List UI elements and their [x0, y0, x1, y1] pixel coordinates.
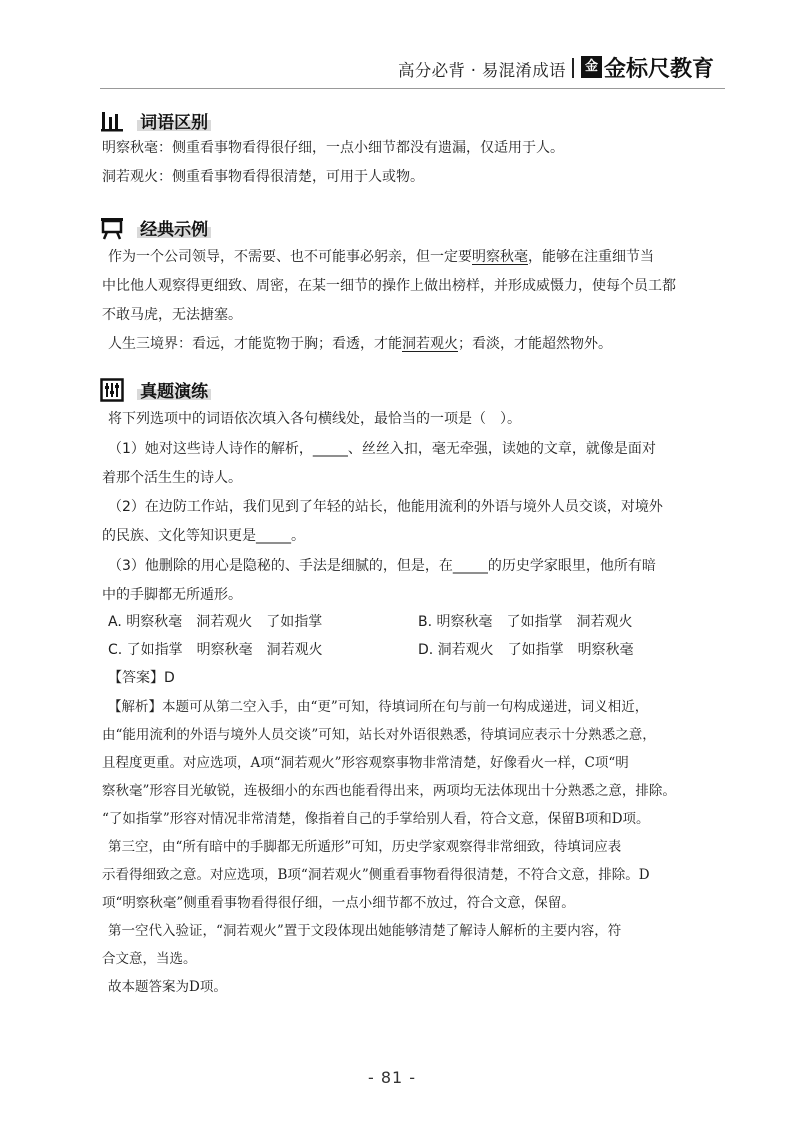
analysis-line-9: 第一空代入验证，“洞若观火”置于文段体现出她能够清楚了解诗人解析的主要内容，符 — [108, 923, 622, 939]
page-number: - 81 - — [368, 1068, 417, 1087]
analysis-line-1: 【解析】本题可从第二空入手，由“更”可知，待填词所在句与前一句构成递进，词义相近， — [108, 699, 649, 715]
example-2-pre: 人生三境界：看远，才能览物于胸；看透，才能 — [108, 336, 402, 352]
option-d: D. 洞若观火 了如指掌 明察秋毫 — [418, 642, 634, 658]
section-header-practice — [100, 377, 211, 402]
example-1-line-3: 不敢马虎，无法搪塞。 — [102, 307, 242, 323]
q2-line-1: （2）在边防工作站，我们见到了年轻的站长，他能用流利的外语与境外人员交谈，对境外 — [108, 499, 663, 515]
section-title-distinction: 词语区别 — [137, 113, 211, 133]
sliders-icon — [100, 378, 126, 402]
analysis-line-4: 察秋毫”形容目光敏锐，连极细小的东西也能看得出来，两项均无法体现出十分熟悉之意，排除。 — [102, 783, 676, 799]
section-title-examples: 经典示例 — [137, 220, 211, 240]
example-1-line-1 — [108, 247, 654, 267]
logo-text: 金标尺教育 — [604, 57, 715, 82]
analysis-line-6: 第三空，由“所有暗中的手脚都无所遁形”可知，历史学家观察得非常细致，待填词应表 — [108, 839, 622, 855]
analysis-line-11: 故本题答案为D项。 — [108, 979, 227, 995]
option-a: A. 明察秋毫 洞若观火 了如指掌 — [108, 614, 323, 630]
bar-chart-icon — [100, 109, 126, 133]
example-1-term: 明察秋毫 — [472, 249, 528, 265]
analysis-line-8: 项“明察秋毫”侧重看事物看得很仔细，一点小细节都不放过，符合文意，保留。 — [102, 895, 575, 911]
section-header-distinction — [100, 108, 211, 133]
analysis-line-5: “了如指掌”形容对情况非常清楚，像指着自己的手掌给别人看，符合文意，保留B项和D项。 — [102, 811, 650, 827]
q3-line-1: （3）他删除的用心是隐秘的、手法是细腻的，但是，在_____的历史学家眼里，他所有暗 — [108, 558, 656, 574]
q3-line-2: 中的手脚都无所遁形。 — [102, 587, 242, 603]
section-header-examples — [100, 215, 211, 240]
question-stem: 将下列选项中的词语依次填入各句横线处，最恰当的一项是（ ）。 — [108, 411, 521, 427]
distinction-line-1: 明察秋毫：侧重看事物看得很仔细，一点小细节都没有遗漏，仅适用于人。 — [102, 140, 564, 156]
answer: 【答案】D — [108, 670, 175, 686]
example-2-term: 洞若观火 — [402, 336, 458, 352]
q2-line-2: 的民族、文化等知识更是_____。 — [102, 528, 305, 544]
header-title: 高分必背 · 易混淆成语 — [398, 61, 566, 80]
example-1-pre: 作为一个公司领导，不需要、也不可能事必躬亲，但一定要 — [108, 249, 472, 265]
easel-icon — [100, 216, 126, 240]
example-1-line-2: 中比他人观察得更细致、周密，在某一细节的操作上做出榜样，并形成威慑力，使每个员工都 — [102, 278, 676, 294]
option-b: B. 明察秋毫 了如指掌 洞若观火 — [418, 614, 633, 630]
q1-line-1: （1）她对这些诗人诗作的解析，_____、丝丝入扣，毫无牵强，读她的文章，就像是面对 — [108, 441, 656, 457]
header-rule — [100, 88, 725, 89]
example-1-post: ，能够在注重细节当 — [528, 249, 654, 265]
analysis-line-2: 由“能用流利的外语与境外人员交谈”可知，站长对外语很熟悉，待填词应表示十分熟悉之意， — [102, 727, 656, 743]
option-c: C. 了如指掌 明察秋毫 洞若观火 — [108, 642, 323, 658]
analysis-line-10: 合文意，当选。 — [102, 951, 197, 967]
analysis-line-3: 且程度更重。对应选项，A项“洞若观火”形容观察事物非常清楚，好像看火一样，C项“明 — [102, 755, 629, 771]
header-divider — [572, 58, 574, 78]
example-2-line — [108, 334, 612, 354]
section-title-practice: 真题演练 — [137, 382, 211, 402]
example-2-post: ；看淡，才能超然物外。 — [458, 336, 612, 352]
distinction-line-2: 洞若观火：侧重看事物看得很清楚，可用于人或物。 — [102, 169, 424, 185]
analysis-line-7: 示看得细致之意。对应选项，B项“洞若观火”侧重看事物看得很清楚，不符合文意，排除。D — [102, 867, 650, 883]
logo-mark: 金 — [581, 56, 602, 78]
q1-line-2: 着那个活生生的诗人。 — [102, 470, 242, 486]
